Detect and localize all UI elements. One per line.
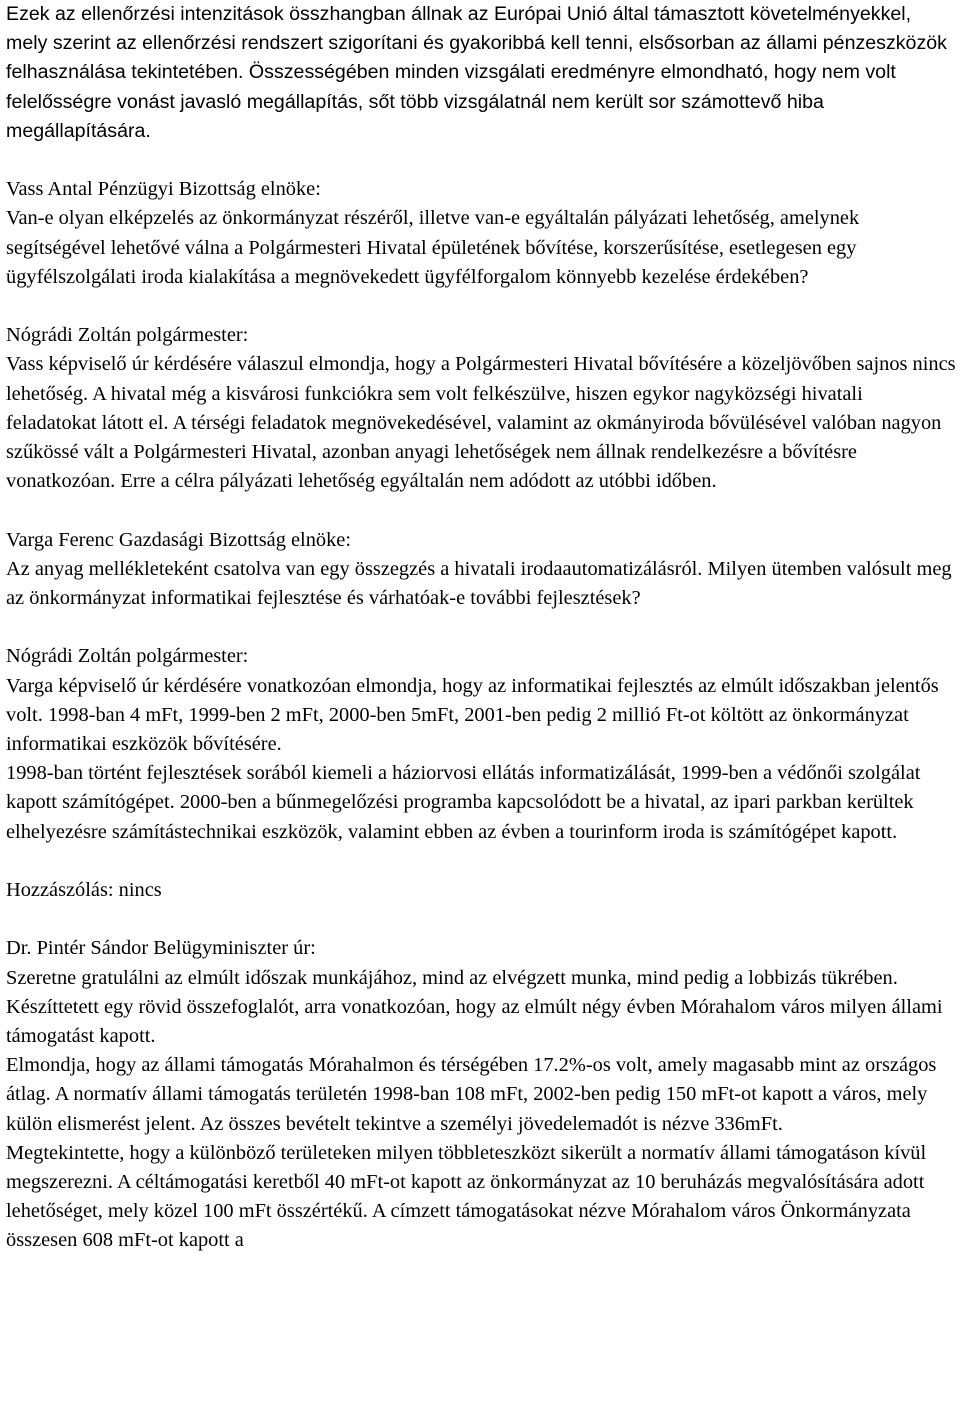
- speaker-label: Nógrádi Zoltán polgármester:: [6, 645, 249, 668]
- speech-paragraph: Megtekintette, hogy a különböző területeken milyen többleteszközt sikerült a normatív állami támogatáson kívül megszerezni. A céltámogatási keretből 40 mFt-ot kapott az önkormányzat az 10 beruházás megvalósítására adott lehetőséget, mely közel 100 mFt összértékű. A címzett támogatásokat nézve Mórahalom város Önkormányzata összesen 608 mFt-ot kapott a: [6, 1141, 927, 1252]
- paragraph-gap: [6, 613, 956, 642]
- speech-paragraph: Elmondja, hogy az állami támogatás Mórahalmon és térségében 17.2%-os volt, amely magasabb mint az országos átlag. A normatív állami támogatás területén 1998-ban 108 mFt, 2002-ben pedig 150 mFt-ot kapott a város, mely külön elismerést jelent. Az összes bevételt tekintve a személyi jövedelemadót is nézve 336mFt.: [6, 1054, 937, 1135]
- paragraph-gap: [6, 146, 956, 175]
- speech-paragraph: Az anyag mellékleteként csatolva van egy összegzés a hivatali irodaautomatizálásról. Milyen ütemben valósult meg az önkormányzat informatikai fejlesztése és várhatóak-e további fejlesztések?: [6, 557, 952, 610]
- speech-paragraph: Varga képviselő úr kérdésére vonatkozóan elmondja, hogy az informatikai fejlesztés az elmúlt időszakban jelentős volt. 1998-ban 4 mFt, 1999-ben 2 mFt, 2000-ben 5mFt, 2001-ben pedig 2 millió Ft-ot költött az önkormányzat informatikai eszközök bővítésére.: [6, 674, 939, 756]
- speech-paragraph: Vass képviselő úr kérdésére válaszul elmondja, hogy a Polgármesteri Hivatal bővítésére a közeljövőben sajnos nincs lehetőség. A hivatal még a kisvárosi funkciókra sem volt felkészülve, hiszen egykor nagyközségi hivatali feladatokat látott el. A térségi feladatok megnövekedésével, valamint az okmányiroda bővülésével valóban nagyon szűkössé vált a Polgármesteri Hivatal, azonban anyagi lehetőségek nem állnak rendelkezésre a bővítésre vonatkozóan. Erre a célra pályázati lehetőség egyáltalán nem adódott az utóbbi időben.: [6, 353, 956, 493]
- speaker-label: Vass Antal Pénzügyi Bizottság elnöke:: [6, 178, 321, 201]
- speech-paragraph: Szeretne gratulálni az elmúlt időszak munkájához, mind az elvégzett munka, mind pedig a lobbizás tükrében.: [6, 966, 898, 989]
- speaker-label: Varga Ferenc Gazdasági Bizottság elnöke:: [6, 528, 352, 551]
- paragraph-gap: [6, 905, 956, 934]
- speaker-label: Dr. Pintér Sándor Belügyminiszter úr:: [6, 937, 316, 960]
- paragraph-gap: [6, 292, 956, 321]
- paragraph-gap: [6, 847, 956, 876]
- comment-label: Hozzászólás: nincs: [6, 879, 162, 902]
- paragraph-gap: [6, 496, 956, 525]
- speech-paragraph: Van-e olyan elképzelés az önkormányzat részéről, illetve van-e egyáltalán pályázati lehetőség, amelynek segítségével lehetővé válna a Polgármesteri Hivatal épületének bővítése, korszerűsítése, esetlegesen egy ügyfélszolgálati iroda kialakítása a megnövekedett ügyfélforgalom könnyebb kezelése érdekében?: [6, 207, 860, 288]
- speech-paragraph: Készíttetett egy rövid összefoglalót, arra vonatkozóan, hogy az elmúlt négy évben Mórahalom város milyen állami támogatást kapott.: [6, 995, 943, 1048]
- speech-paragraph: 1998-ban történt fejlesztések sorából kiemeli a háziorvosi ellátás informatizálását, 1999-ben a védőnői szolgálat kapott számítógépet. 2000-ben a bűnmegelőzési programba kapcsolódott be a hivatal, az ipari parkban kerültek elhelyezésre számítástechnikai eszközök, valamint ebben az évben a tourinform iroda is számítógépet kapott.: [6, 762, 921, 843]
- intro-paragraph: Ezek az ellenőrzési intenzitások összhangban állnak az Európai Unió által támasztott követelményekkel, mely szerint az ellenőrzési rendszert szigorítani és gyakoribbá kell tenni, elsősorban az állami pénzeszközök felhasználása tekintetében. Összességében minden vizsgálati eredményre elmondható, hogy nem volt felelősségre vonást javasló megállapítás, sőt több vizsgálatnál nem került sor számottevő hiba megállapítására.: [6, 3, 947, 142]
- document-page: [6, 0, 956, 1256]
- speaker-label: Nógrádi Zoltán polgármester:: [6, 324, 249, 347]
